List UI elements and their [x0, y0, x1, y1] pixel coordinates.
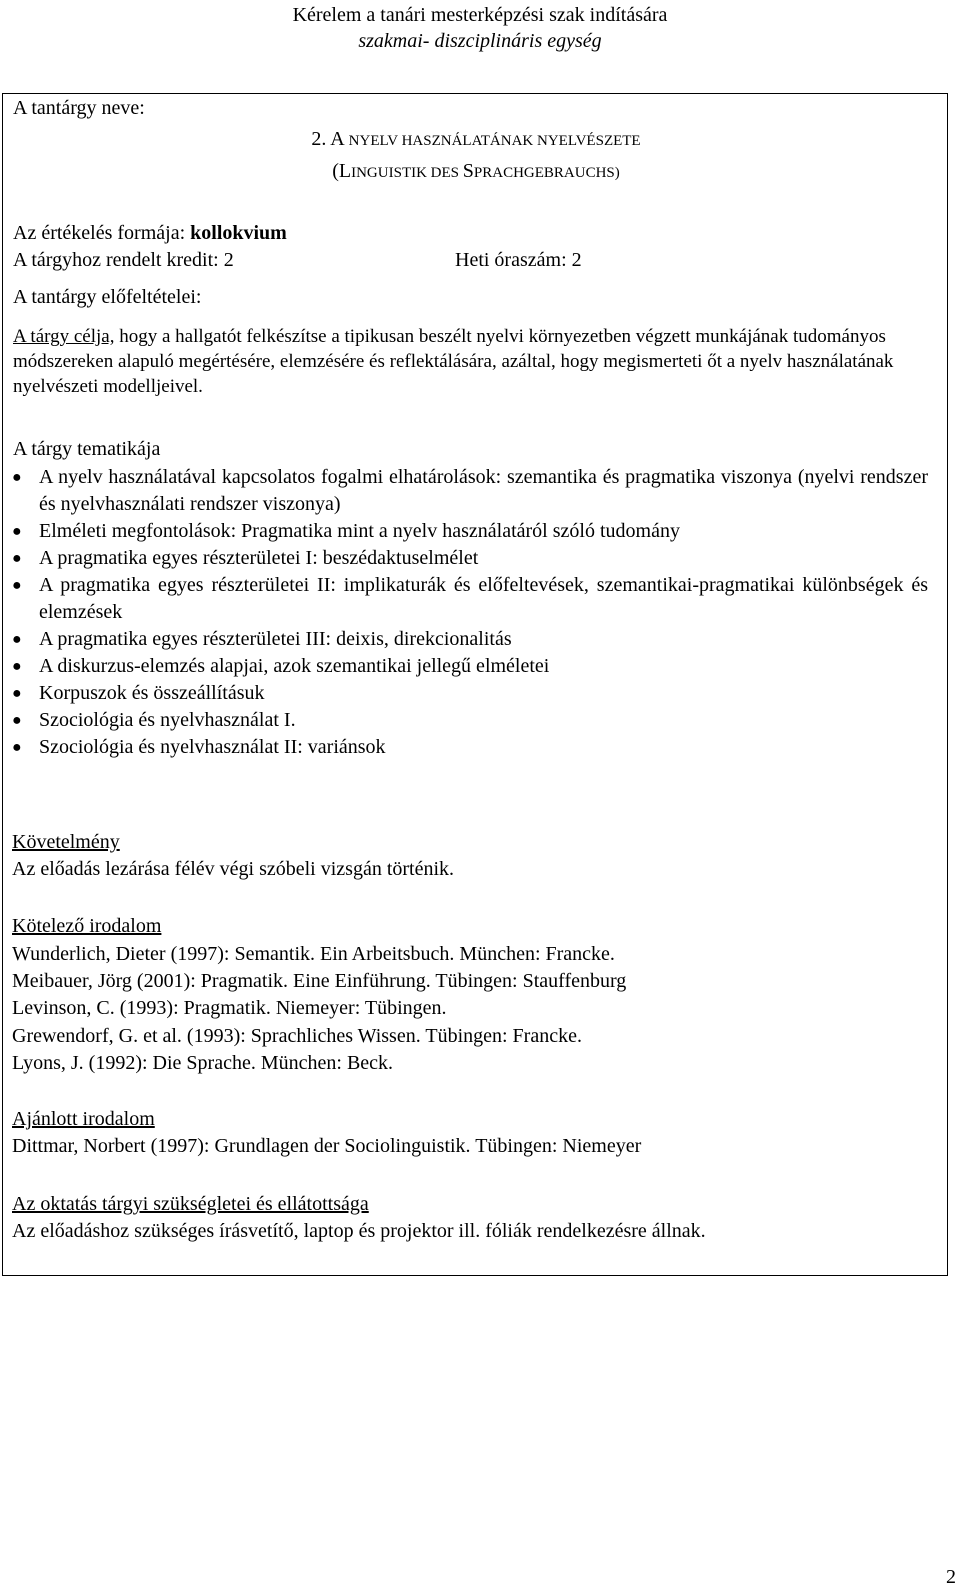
credit-value: 2	[223, 249, 234, 271]
bullet-icon: ●	[12, 631, 22, 648]
topic-text: Szociológia és nyelvhasználat I.	[39, 709, 296, 731]
header-subtitle: szakmai- diszciplináris egység	[358, 30, 602, 52]
topics-label: A tárgy tematikája	[13, 438, 161, 460]
needs-text: Az előadáshoz szükséges írásvetítő, laptop és projektor ill. fóliák rendelkezésre állnak.	[12, 1220, 706, 1242]
list-item	[10, 464, 928, 518]
requirement-text: Az előadás lezárása félév végi szóbeli vizsgán történik.	[12, 858, 455, 880]
list-item	[10, 518, 928, 545]
required-literature-item: Meibauer, Jörg (2001): Pragmatik. Eine Einführung. Tübingen: Stauffenburg	[12, 970, 627, 992]
required-literature-item: Grewendorf, G. et al. (1993): Sprachliches Wissen. Tübingen: Francke.	[12, 1025, 582, 1047]
required-literature-item: Levinson, C. (1993): Pragmatik. Niemeyer: Tübingen.	[12, 997, 447, 1019]
list-item	[10, 653, 928, 680]
bullet-icon: ●	[12, 712, 22, 729]
topics-list	[10, 464, 928, 761]
topic-text: A pragmatika egyes részterületei III: deixis, direkcionalitás	[39, 628, 512, 650]
course-goal	[13, 324, 918, 399]
list-item	[10, 545, 928, 572]
topic-text: Elméleti megfontolások: Pragmatika mint a nyelv használatáról szóló tudomány	[39, 520, 680, 542]
required-literature-item: Wunderlich, Dieter (1997): Semantik. Ein Arbeitsbuch. München: Francke.	[12, 943, 615, 965]
evaluation-line	[13, 221, 287, 245]
bullet-icon: ●	[12, 577, 22, 594]
bullet-icon: ●	[12, 469, 22, 486]
bullet-icon: ●	[12, 658, 22, 675]
requirement-label: Követelmény	[12, 831, 120, 853]
topic-text: Szociológia és nyelvhasználat II: variánsok	[39, 736, 386, 758]
hours-value: 2	[571, 249, 582, 271]
course-title-line1	[3, 124, 949, 156]
required-literature-label: Kötelező irodalom	[12, 915, 162, 937]
credit-label: A tárgyhoz rendelt kredit:	[13, 249, 224, 271]
course-title-main: NYELV HASZNÁLATÁNAK NYELVÉSZETE	[348, 133, 641, 149]
title-part: (L	[332, 160, 352, 182]
list-item	[10, 626, 928, 653]
course-title-line2	[3, 156, 949, 188]
course-goal-text: hogy a hallgatót felkészítse a tipikusan beszélt nyelvi környezetben végzett munkájának tudományos módszereken alapuló megértésére, elemzésére és reflektálására, azáltal, hogy megismerteti őt a nyelv használatának nyelvészeti modelljeivel.	[13, 326, 894, 397]
prerequisites-label: A tantárgy előfeltételei:	[13, 286, 202, 308]
topic-text: A pragmatika egyes részterületei I: beszédaktuselmélet	[39, 547, 479, 569]
course-title-number: 2. A	[311, 128, 344, 150]
hours-label: Heti óraszám:	[455, 249, 572, 271]
title-part: S	[462, 160, 474, 182]
title-part: PRACHGEBRAUCHS)	[473, 165, 620, 181]
page-number: 2	[946, 1566, 956, 1588]
topic-text: A pragmatika egyes részterületei II: implikaturák és előfeltevések, szemantikai-pragmatikai különbségek és elemzések	[39, 574, 928, 623]
topic-text: Korpuszok és összeállításuk	[39, 682, 265, 704]
header-title: Kérelem a tanári mesterképzési szak indítására	[292, 4, 668, 26]
list-item	[10, 572, 928, 626]
bullet-icon: ●	[12, 739, 22, 756]
hours-line	[455, 248, 582, 272]
document-header	[0, 2, 960, 54]
evaluation-label: Az értékelés formája:	[13, 222, 191, 244]
list-item	[10, 707, 928, 734]
evaluation-value: kollokvium	[190, 222, 287, 244]
required-literature-item: Lyons, J. (1992): Die Sprache. München: Beck.	[12, 1052, 394, 1074]
course-name-label: A tantárgy neve:	[13, 97, 145, 119]
topic-text: A diskurzus-elemzés alapjai, azok szemantikai jellegű elméletei	[39, 655, 550, 677]
credit-line	[13, 248, 234, 272]
bullet-icon: ●	[12, 685, 22, 702]
title-part: INGUISTIK DES	[351, 165, 463, 181]
list-item	[10, 734, 928, 761]
needs-label: Az oktatás tárgyi szükségletei és ellátottsága	[12, 1193, 369, 1215]
bullet-icon: ●	[12, 550, 22, 567]
recommended-literature-label: Ajánlott irodalom	[12, 1108, 155, 1130]
bullet-icon: ●	[12, 523, 22, 540]
list-item	[10, 680, 928, 707]
course-goal-label: A tárgy célja,	[13, 326, 115, 347]
recommended-literature-item: Dittmar, Norbert (1997): Grundlagen der Sociolinguistik. Tübingen: Niemeyer	[12, 1135, 642, 1157]
topic-text: A nyelv használatával kapcsolatos fogalmi elhatárolások: szemantika és pragmatika viszonya (nyelvi rendszer és nyelvhasználati rendszer viszonya)	[39, 466, 928, 515]
